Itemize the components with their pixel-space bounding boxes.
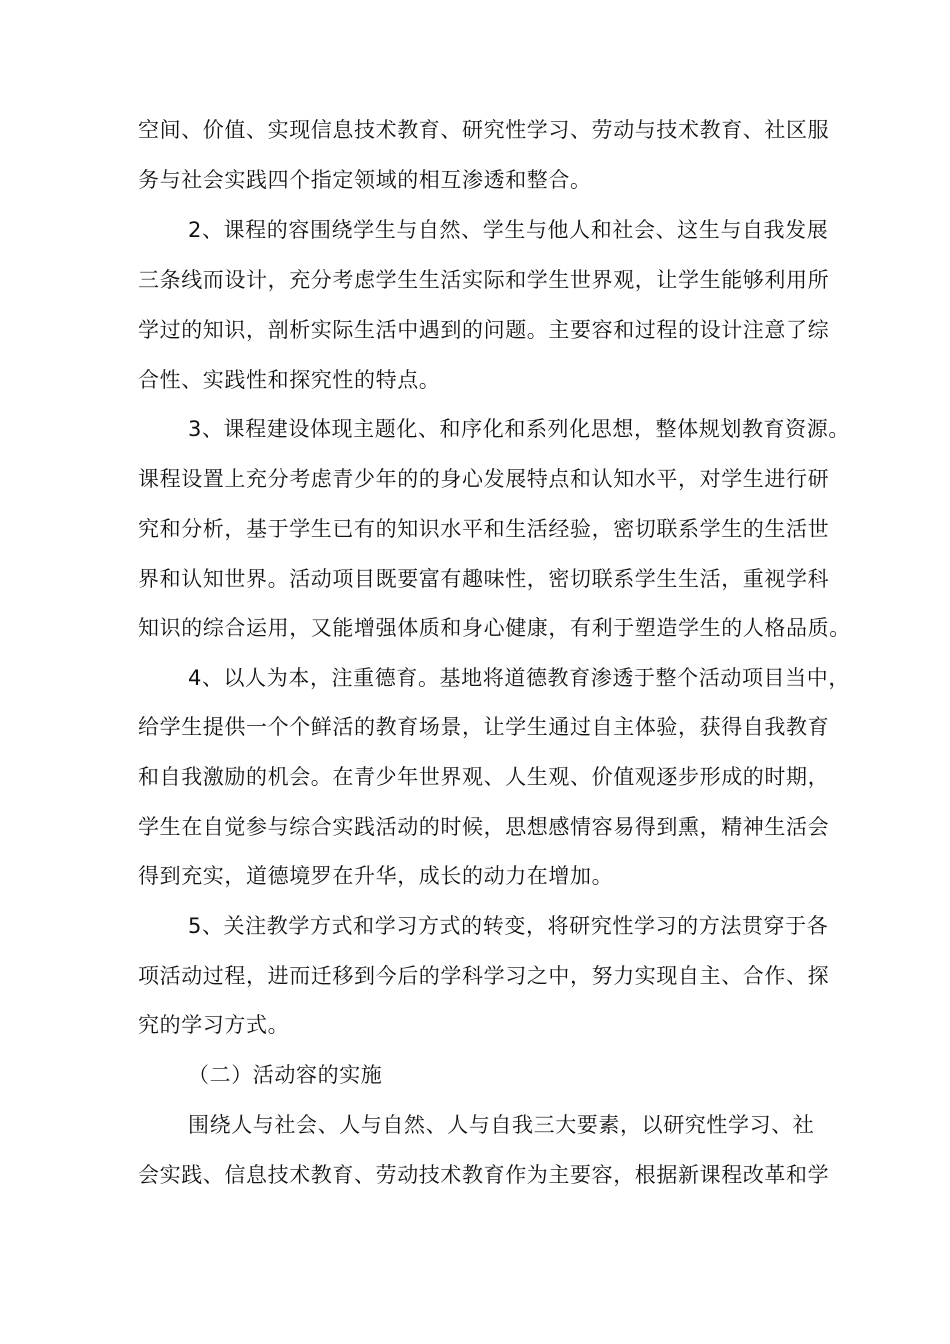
text-line: 围绕人与社会、人与自然、人与自我三大要素，以研究性学习、社 bbox=[188, 1113, 815, 1137]
text-line: 知识的综合运用，又能增强体质和身心健康，有利于塑造学生的人格品质。 bbox=[138, 616, 851, 640]
text-line: 4、以人为本，注重德育。基地将道德教育渗透于整个活动项目当中， bbox=[188, 666, 850, 690]
text-line: 学过的知识，剖析实际生活中遇到的问题。主要容和过程的设计注意了综 bbox=[138, 318, 830, 342]
text-line: 会实践、信息技术教育、劳动技术教育作为主要容，根据新课程改革和学 bbox=[138, 1163, 830, 1187]
text-line: 得到充实，道德境罗在升华，成长的动力在增加。 bbox=[138, 864, 614, 888]
text-line: 空间、价值、实现信息技术教育、研究性学习、劳动与技术教育、社区服 bbox=[138, 118, 830, 142]
text-line: 3、课程建设体现主题化、和序化和系列化思想，整体规划教育资源。 bbox=[188, 417, 850, 441]
text-line: 究和分析，基于学生已有的知识水平和生活经验，密切联系学生的生活世 bbox=[138, 517, 830, 541]
text-line: 界和认知世界。活动项目既要富有趣味性，密切联系学生生活，重视学科 bbox=[138, 567, 830, 591]
section-heading: （二）活动容的实施 bbox=[188, 1063, 383, 1087]
text-line: 给学生提供一个个鲜活的教育场景，让学生通过自主体验，获得自我教育 bbox=[138, 715, 830, 739]
text-line: 务与社会实践四个指定领域的相互渗透和整合。 bbox=[138, 168, 592, 192]
text-line: 合性、实践性和探究性的特点。 bbox=[138, 368, 441, 392]
text-line: 项活动过程，进而迁移到今后的学科学习之中，努力实现自主、合作、探 bbox=[138, 964, 830, 988]
text-line: 2、课程的容围绕学生与自然、学生与他人和社会、这生与自我发展 bbox=[188, 218, 829, 242]
text-line: 课程设置上充分考虑青少年的的身心发展特点和认知水平，对学生进行研 bbox=[138, 467, 830, 491]
text-line: 三条线而设计，充分考虑学生生活实际和学生世界观，让学生能够利用所 bbox=[138, 268, 830, 292]
text-line: 学生在自觉参与综合实践活动的时候，思想感情容易得到熏，精神生活会 bbox=[138, 815, 830, 839]
text-line: 5、关注教学方式和学习方式的转变，将研究性学习的方法贯穿于各 bbox=[188, 914, 829, 938]
text-line: 究的学习方式。 bbox=[138, 1013, 290, 1037]
text-line: 和自我激励的机会。在青少年世界观、人生观、价值观逐步形成的时期， bbox=[138, 765, 830, 789]
